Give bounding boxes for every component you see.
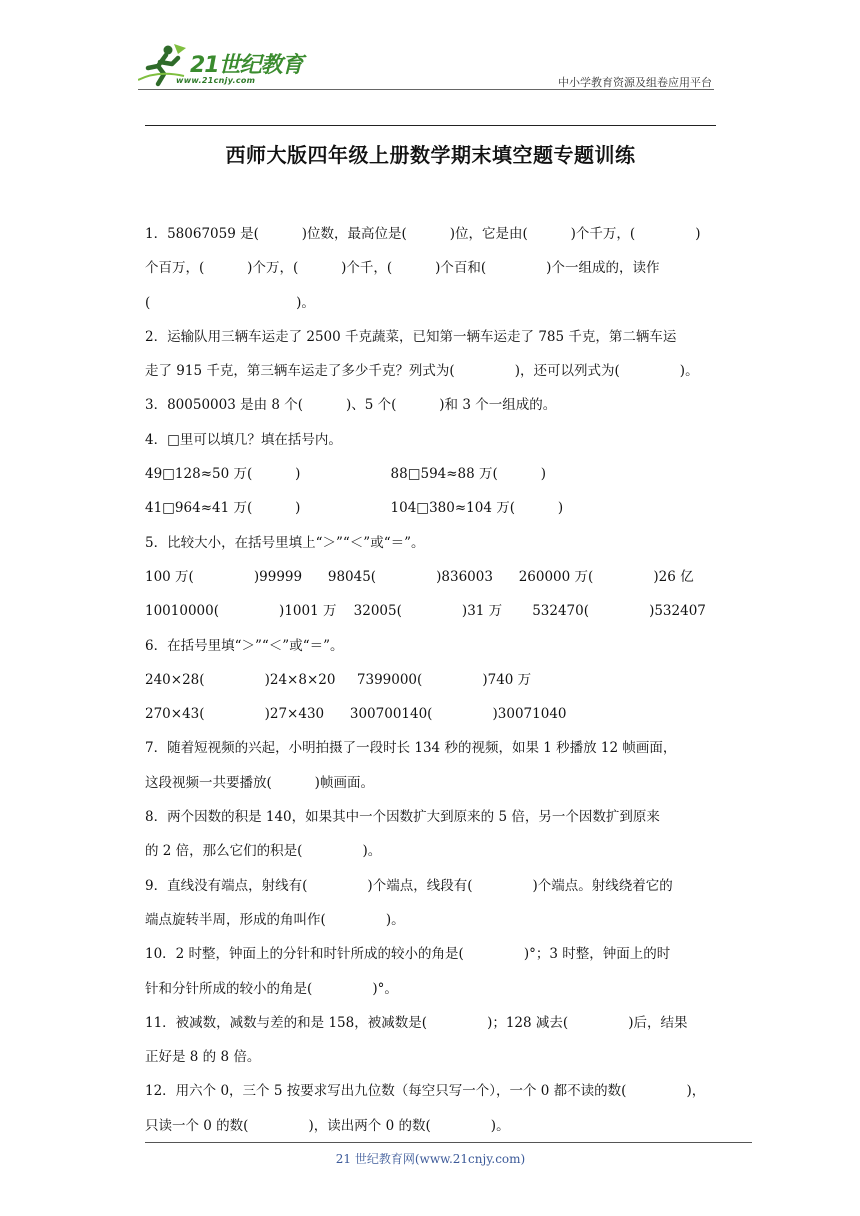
question-line: 10．2 时整，钟面上的分针和时针所成的较小的角是( )°；3 时整，钟面上的时 (145, 946, 671, 963)
question-line: ( )。 (145, 294, 315, 311)
header-divider (138, 89, 714, 90)
question-line: 2．运输队用三辆车运走了 2500 千克蔬菜，已知第一辆车运走了 785 千克，第二辆车运 (145, 328, 677, 345)
platform-label: 中小学教育资源及组卷应用平台 (558, 76, 712, 89)
page-header (138, 40, 714, 90)
question-line: 9．直线没有端点，射线有( )个端点，线段有( )个端点。射线绕着它的 (145, 877, 673, 894)
question-line: 6．在括号里填“＞”“＜”或“＝”。 (145, 637, 344, 654)
page-title: 西师大版四年级上册数学期末填空题专题训练 (225, 143, 636, 167)
question-line: 10010000( )1001 万 32005( )31 万 532470( )532407 (145, 603, 706, 620)
question-line: 的 2 倍，那么它们的积是( )。 (145, 843, 382, 860)
logo-url: www.21cnjy.com (176, 76, 256, 85)
logo (138, 40, 318, 90)
question-line: 个百万，( )个万，( )个千，( )个百和( )个一组成的，读作 (145, 260, 660, 277)
question-line: 端点旋转半周，形成的角叫作( )。 (145, 911, 405, 928)
logo-text: 21世纪教育 (190, 53, 303, 78)
question-line: 7．随着短视频的兴起，小明拍摄了一段时长 134 秒的视频，如果 1 秒播放 12 帧画面， (145, 740, 677, 757)
question-line: 270×43( )27×430 300700140( )30071040 (145, 706, 567, 723)
question-line: 5．比较大小，在括号里填上“＞”“＜”或“＝”。 (145, 534, 425, 551)
question-line: 12．用六个 0，三个 5 按要求写出九位数（每空只写一个），一个 0 都不读的数( )， (145, 1083, 706, 1100)
question-line: 49□128≈50 万( ) 88□594≈88 万( ) (145, 466, 546, 483)
question-line: 3．80050003 是由 8 个( )、5 个( )和 3 个一组成的。 (145, 397, 557, 414)
title-divider (145, 125, 716, 126)
question-line: 针和分针所成的较小的角是( )°。 (145, 980, 398, 997)
question-line: 4．□里可以填几？填在括号内。 (145, 431, 342, 448)
question-line: 11．被减数，减数与差的和是 158，被减数是( )；128 减去( )后，结果 (145, 1014, 688, 1031)
question-line: 240×28( )24×8×20 7399000( )740 万 (145, 671, 532, 688)
question-line: 100 万( )99999 98045( )836003 260000 万( )26 亿 (145, 568, 694, 585)
question-line: 8．两个因数的积是 140，如果其中一个因数扩大到原来的 5 倍，另一个因数扩到原来 (145, 809, 660, 826)
question-line: 只读一个 0 的数( )，读出两个 0 的数( )。 (145, 1117, 510, 1134)
footer-text[interactable]: 21 世纪教育网(www.21cnjy.com) (335, 1152, 526, 1166)
question-line: 1．58067059 是( )位数，最高位是( )位，它是由( )个千万，( ) (145, 226, 701, 242)
question-line: 正好是 8 的 8 倍。 (145, 1049, 261, 1066)
question-list (145, 222, 717, 1148)
question-line: 走了 915 千克，第三辆车运走了多少千克？列式为( )，还可以列式为( )。 (145, 363, 699, 380)
footer-divider (145, 1142, 752, 1143)
question-line: 这段视频一共要播放( )帧画面。 (145, 774, 374, 791)
question-line: 41□964≈41 万( ) 104□380≈104 万( ) (145, 500, 564, 517)
